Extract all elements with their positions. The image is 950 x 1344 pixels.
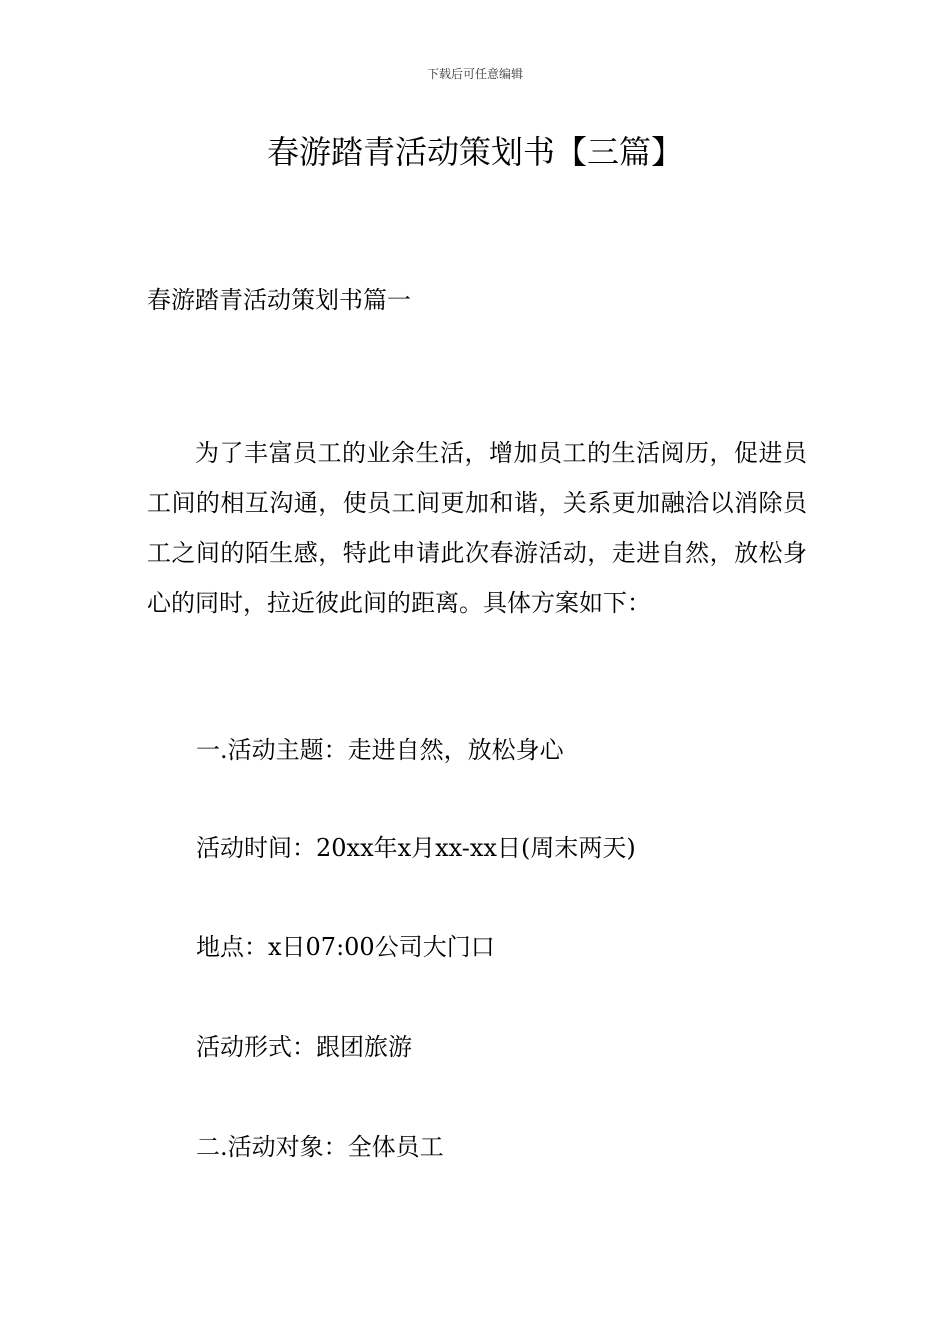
intro-paragraph: 为了丰富员工的业余生活，增加员工的生活阅历，促进员工间的相互沟通，使员工间更加和谐，关系更加融洽以消除员工之间的陌生感，特此申请此次春游活动，走进自然，放松身心的同时，拉近彼此间的距离。具体方案如下： xyxy=(147,439,807,617)
activity-format: 活动形式：跟团旅游 xyxy=(196,1033,412,1061)
activity-participants: 二.活动对象：全体员工 xyxy=(196,1133,444,1161)
activity-theme: 一.活动主题：走进自然，放松身心 xyxy=(196,736,564,764)
header-note: 下载后可任意编辑 xyxy=(426,67,523,81)
document-title: 春游踏青活动策划书【三篇】 xyxy=(266,133,683,171)
section-title: 春游踏青活动策划书篇一 xyxy=(147,286,411,314)
activity-location: 地点：x日07:00公司大门口 xyxy=(196,933,495,961)
activity-time: 活动时间：20xx年x月xx-xx日(周末两天) xyxy=(196,834,636,862)
